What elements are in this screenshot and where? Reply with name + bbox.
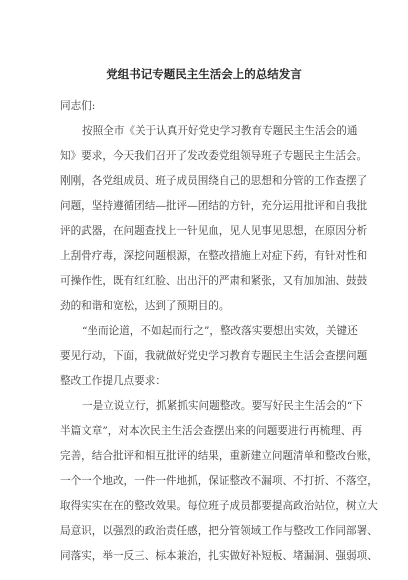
text-line: 评的武器，在问题查找上一针见血，见人见事见思想，在原因分析 <box>60 225 368 237</box>
text-line: 半篇文章”，对本次民主生活会查摆出来的问题要进行再梳理、再 <box>60 425 363 437</box>
text-line: 局意识，以强烈的政治责任感，把分管领域工作与整改工作同部署、 <box>60 525 378 537</box>
text-line: 取得实实在在的整改效果。每位班子成员都要提高政治站位，树立大 <box>60 500 378 512</box>
text-line: 上刮骨疗毒，深挖问题根源，在整改措施上对症下药，有针对性和 <box>60 250 368 262</box>
text-line: 刚刚，各党组成员、班子成员围绕自己的思想和分管的工作查摆了 <box>60 175 368 187</box>
text-line: 可操作性，既有红红脸、出出汗的严肃和紧张，又有加加油、鼓鼓 <box>60 275 368 287</box>
text-line: 劲的和谐和宽松，达到了预期目的。 <box>60 300 230 312</box>
text-line: 要见行动，下面，我就做好党史学习教育专题民主生活会查摆问题 <box>60 350 368 362</box>
text-line: 问题，坚持遵循团结—批评—团结的方针，充分运用批评和自我批 <box>60 200 368 212</box>
salutation: 同志们: <box>60 100 96 112</box>
text-line: “坐而论道，不如起而行之”，整改落实要想出实效，关键还 <box>82 325 358 337</box>
text-line: 一个一个地改，一件一件地抓，保证整改不漏项、不打折、不落空， <box>60 475 378 487</box>
text-line: 同落实，举一反三、标本兼治，扎实做好补短板、堵漏洞、强弱项、 <box>60 550 378 562</box>
text-line: 知》要求，今天我们召开了发改委党组领导班子专题民主生活会。 <box>60 150 368 162</box>
text-line: 按照全市《关于认真开好党史学习教育专题民主生活会的通 <box>82 125 358 137</box>
text-line: 完善，结合批评和相互批评的结果，重新建立问题清单和整改台账， <box>60 450 378 462</box>
document-title: 党组书记专题民主生活会上的总结发言 <box>106 67 302 81</box>
text-line: 整改工作提几点要求： <box>60 375 166 387</box>
text-line: 一是立说立行，抓紧抓实问题整改。要写好民主生活会的“下 <box>82 400 363 412</box>
